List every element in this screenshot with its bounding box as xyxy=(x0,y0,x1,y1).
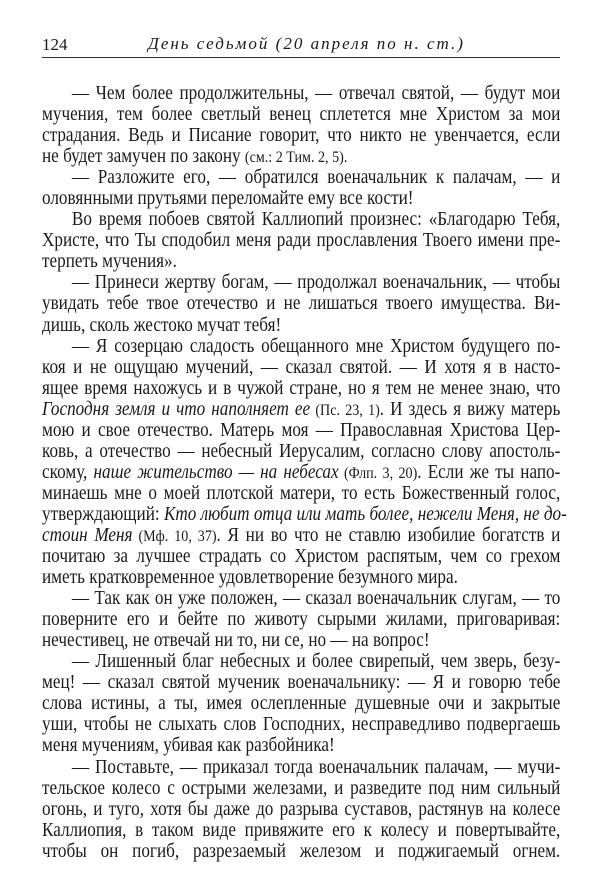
page-body-text xyxy=(42,83,567,862)
text-line xyxy=(42,525,560,546)
text-span: огонь, и туго, хотя бы даже до разрыва суставов, растянув на колесе xyxy=(42,798,561,820)
text-span: — Лишенный благ небесных и более свирепый, чем зверь, безу- xyxy=(71,651,561,673)
text-span: чтобы он погиб, разрезаемый железом и поджигаемый огнем. xyxy=(42,840,561,862)
text-span: терпеть мучения». xyxy=(42,251,177,273)
text-line xyxy=(42,251,560,272)
text-line xyxy=(42,420,560,441)
text-line xyxy=(42,104,560,125)
text-line xyxy=(42,757,560,778)
text-span: уши, чтобы не слыхать слов Господних, несправедливо подвергаешь xyxy=(42,714,561,736)
scripture-reference: (см.: 2 Тим. 2, 5). xyxy=(244,149,348,167)
text-line xyxy=(42,567,560,588)
text-span: поверните его и бейте по животу сырыми жилами, приговаривая: xyxy=(42,609,561,631)
text-line xyxy=(42,167,560,188)
text-span: увидать тебе твое отечество и не лишаться твоего имущества. Ви- xyxy=(42,293,561,315)
text-line xyxy=(42,188,560,209)
text-span: меня мучениям, убивая как разбойника! xyxy=(42,735,335,757)
text-span: . Я ни во что не ставлю изобилие богатств и xyxy=(216,524,561,546)
text-span: не будет замучен по закону xyxy=(42,146,245,168)
text-line xyxy=(42,693,560,714)
text-span: мою и свое отечество. Матерь моя — Православная Христова Цер- xyxy=(42,419,561,441)
text-line xyxy=(42,83,560,104)
text-line xyxy=(42,609,560,630)
text-span: — Я созерцаю сладость обещанного мне Христом будущего по- xyxy=(71,335,561,357)
text-span: страдания. Ведь и Писание говорит, что никто не увенчается, если xyxy=(42,125,561,147)
text-line xyxy=(42,503,567,525)
text-span: мучения, тем более светлый венец сплетется мне Христом за мои xyxy=(42,104,561,126)
text-span: . И здесь я вижу матерь xyxy=(379,398,561,420)
text-span: мец! — сказал святой мученик военачальнику: — Я и говорю тебе xyxy=(42,672,561,694)
text-span: дишь, сколь жестоко мучат тебя! xyxy=(42,314,282,336)
text-span: Христе, что Ты сподобил меня ради прославления Твоего имени пре- xyxy=(42,230,561,252)
scripture-quote: стоин Меня xyxy=(42,524,133,546)
text-line xyxy=(42,714,560,735)
text-line xyxy=(42,399,560,420)
text-span: утверждающий: xyxy=(42,503,164,525)
text-span: — Разложите его, — обратился военачальник к палачам, — и xyxy=(71,167,561,189)
text-line xyxy=(42,841,560,862)
text-span: . Если же ты напо- xyxy=(417,461,561,483)
text-line xyxy=(42,588,560,609)
scripture-quote: Господня земля и что наполняет ее xyxy=(42,398,311,420)
running-header xyxy=(42,33,560,58)
text-line xyxy=(42,483,560,504)
text-span: — Так как он уже положен, — сказал военачальник слугам, — то xyxy=(71,588,561,610)
text-span: — Принеси жертву богам, — продолжал военачальник, — чтобы xyxy=(71,272,561,294)
text-line xyxy=(42,672,560,693)
scripture-reference: (Флп. 3, 20) xyxy=(338,464,418,482)
text-line xyxy=(42,630,560,651)
text-line xyxy=(42,651,560,672)
scripture-reference: (Пс. 23, 1) xyxy=(310,401,380,419)
text-line xyxy=(42,209,560,230)
text-span: ящее время нахожусь и в чужой стране, но я тем не менее знаю, что xyxy=(42,377,561,399)
text-line xyxy=(42,799,560,820)
text-line xyxy=(42,336,560,357)
text-span: тельское колесо с острыми железами, и разведите под ним сильный xyxy=(42,777,561,799)
text-line xyxy=(42,146,560,167)
scripture-quote: наше жительство — на небесах xyxy=(93,461,339,483)
text-span: почитаю за лучшее страдать со Христом распятым, чем со грехом xyxy=(42,546,561,568)
text-span: Каллиопия, в таком виде привяжите его к колесу и повертывайте, xyxy=(42,819,561,841)
text-line xyxy=(42,378,560,399)
text-line xyxy=(42,293,560,314)
text-line xyxy=(42,272,560,293)
text-span: оловянными прутьями переломайте ему все кости! xyxy=(42,188,414,210)
text-line xyxy=(42,357,560,378)
running-title: День седьмой (20 апреля по н. ст.) xyxy=(148,34,465,53)
scripture-quote: Кто любит отца или мать более, нежели Меня, не до- xyxy=(163,503,567,525)
scripture-reference: (Мф. 10, 37) xyxy=(132,527,217,545)
text-span: Во время побоев святой Каллиопий произнес: «Благодарю Тебя, xyxy=(71,209,561,231)
text-span: ковь, а отечество — небесный Иерусалим, согласно слову апостоль- xyxy=(42,440,561,462)
text-span: — Чем более продолжительны, — отвечал святой, — будут мои xyxy=(71,83,561,104)
text-line xyxy=(42,735,560,756)
text-span: — Поставьте, — приказал тогда военачальник палачам, — мучи- xyxy=(71,756,561,778)
text-line xyxy=(42,441,560,462)
text-line xyxy=(42,546,560,567)
text-span: слова истины, а ты, имея ослепленные душевные очи и закрытые xyxy=(42,693,561,715)
text-span: иметь кратковременное удовлетворение безумного мира. xyxy=(42,567,458,589)
text-line xyxy=(42,462,560,483)
text-line xyxy=(42,820,560,841)
text-span: скому, xyxy=(42,461,94,483)
page-number: 124 xyxy=(42,35,68,54)
text-span: минаешь мне о моей плотской матери, то есть Божественный голос, xyxy=(42,482,561,504)
text-line xyxy=(42,315,560,336)
text-span: коя и не ощущаю мучений, — сказал святой. — И хотя я в насто- xyxy=(42,356,561,378)
text-line xyxy=(42,125,560,146)
text-line xyxy=(42,230,560,251)
text-line xyxy=(42,778,560,799)
text-span: нечестивец, не отвечай ни то, ни се, но — на вопрос! xyxy=(42,630,430,652)
